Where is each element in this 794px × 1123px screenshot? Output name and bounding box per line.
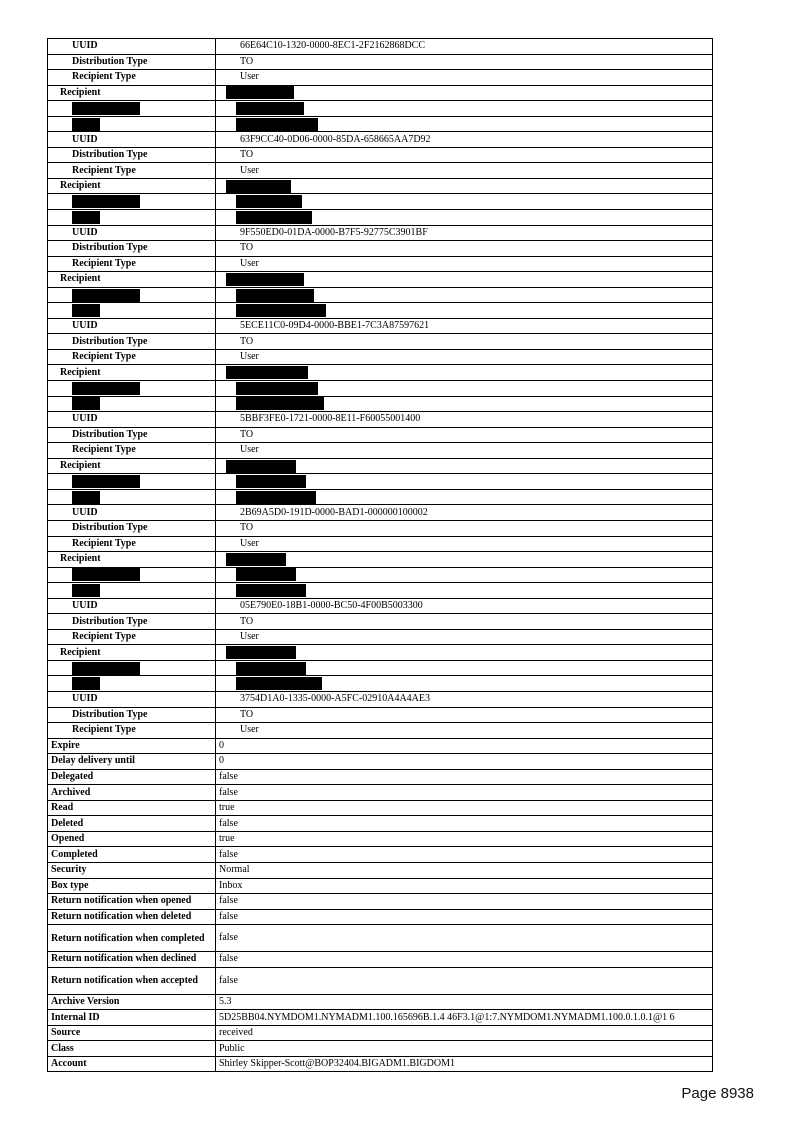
redacted-value: [216, 567, 713, 583]
property-row: [48, 831, 713, 847]
recipient-row: [48, 567, 713, 583]
field-label: Recipient Type: [48, 163, 216, 179]
property-label: Class: [48, 1041, 216, 1057]
recipient-row: [48, 520, 713, 536]
recipient-row: [48, 396, 713, 412]
recipient-row: [48, 629, 713, 645]
field-value: User: [216, 163, 713, 179]
recipient-row: [48, 381, 713, 397]
redaction-block: [236, 382, 318, 395]
redaction-block: [226, 366, 308, 379]
redacted-label: [48, 567, 216, 583]
property-row: [48, 862, 713, 878]
redaction-block: [72, 584, 100, 597]
recipient-row: [48, 272, 713, 288]
field-value: 05E790E0-18B1-0000-BC50-4F00B5003300: [216, 598, 713, 614]
property-label: Archived: [48, 785, 216, 801]
field-label: Distribution Type: [48, 520, 216, 536]
recipient-row: [48, 101, 713, 117]
redacted-value: [216, 303, 713, 319]
field-label: UUID: [48, 318, 216, 334]
recipient-row: [48, 318, 713, 334]
property-row: [48, 1010, 713, 1026]
redacted-value: [216, 194, 713, 210]
property-label: Return notification when declined: [48, 952, 216, 968]
property-value: Inbox: [216, 878, 713, 894]
redaction-block: [236, 568, 296, 581]
recipient-row: [48, 178, 713, 194]
recipient-row: [48, 194, 713, 210]
redaction-block: [236, 397, 324, 410]
recipient-value: [216, 272, 713, 288]
field-label: Recipient Type: [48, 443, 216, 459]
recipient-label: Recipient: [48, 458, 216, 474]
redacted-label: [48, 660, 216, 676]
recipient-row: [48, 614, 713, 630]
recipient-row: [48, 225, 713, 241]
redacted-value: [216, 101, 713, 117]
redaction-block: [236, 118, 318, 131]
field-value: TO: [216, 54, 713, 70]
property-value: false: [216, 816, 713, 832]
redacted-value: [216, 489, 713, 505]
recipient-row: [48, 365, 713, 381]
property-value: 0: [216, 754, 713, 770]
property-value: false: [216, 894, 713, 910]
recipient-row: [48, 458, 713, 474]
property-value: true: [216, 800, 713, 816]
field-label: Distribution Type: [48, 707, 216, 723]
property-value: 5D25BB04.NYMDOM1.NYMADM1.100.165696B.1.4 46F3.1@1:7.NYMDOM1.NYMADM1.100.0.1.0.1@1 6: [216, 1010, 713, 1026]
property-row: [48, 967, 713, 994]
redacted-value: [216, 210, 713, 226]
field-value: User: [216, 256, 713, 272]
redaction-block: [236, 491, 316, 504]
recipient-label: Recipient: [48, 178, 216, 194]
field-label: UUID: [48, 132, 216, 148]
recipient-row: [48, 85, 713, 101]
field-label: Recipient Type: [48, 723, 216, 739]
recipient-row: [48, 598, 713, 614]
field-value: User: [216, 536, 713, 552]
recipient-row: [48, 536, 713, 552]
recipient-label: Recipient: [48, 272, 216, 288]
recipient-row: [48, 54, 713, 70]
recipient-row: [48, 163, 713, 179]
redacted-label: [48, 194, 216, 210]
property-value: false: [216, 785, 713, 801]
field-value: User: [216, 629, 713, 645]
property-label: Source: [48, 1025, 216, 1041]
field-value: TO: [216, 427, 713, 443]
redacted-value: [216, 660, 713, 676]
recipient-row: [48, 334, 713, 350]
redaction-block: [236, 102, 304, 115]
field-label: Distribution Type: [48, 54, 216, 70]
recipient-label: Recipient: [48, 85, 216, 101]
recipient-row: [48, 427, 713, 443]
property-label: Deleted: [48, 816, 216, 832]
recipient-row: [48, 474, 713, 490]
property-row: [48, 754, 713, 770]
redacted-value: [216, 116, 713, 132]
property-row: [48, 738, 713, 754]
redaction-block: [72, 568, 140, 581]
property-label: Delegated: [48, 769, 216, 785]
property-value: false: [216, 847, 713, 863]
field-label: UUID: [48, 225, 216, 241]
field-label: UUID: [48, 412, 216, 428]
redaction-block: [236, 662, 306, 675]
field-value: 9F550ED0-01DA-0000-B7F5-92775C3901BF: [216, 225, 713, 241]
redacted-label: [48, 396, 216, 412]
recipient-label: Recipient: [48, 645, 216, 661]
property-value: received: [216, 1025, 713, 1041]
redacted-label: [48, 381, 216, 397]
redaction-block: [226, 553, 286, 566]
redacted-value: [216, 474, 713, 490]
field-label: Recipient Type: [48, 629, 216, 645]
field-label: Recipient Type: [48, 536, 216, 552]
recipient-row: [48, 287, 713, 303]
recipient-row: [48, 256, 713, 272]
recipient-row: [48, 676, 713, 692]
redaction-block: [72, 118, 100, 131]
redaction-block: [72, 102, 140, 115]
property-label: Internal ID: [48, 1010, 216, 1026]
field-label: Distribution Type: [48, 241, 216, 257]
field-label: UUID: [48, 598, 216, 614]
redaction-block: [72, 397, 100, 410]
field-label: Distribution Type: [48, 334, 216, 350]
property-row: [48, 785, 713, 801]
field-value: 63F9CC40-0D06-0000-85DA-658665AA7D92: [216, 132, 713, 148]
field-value: User: [216, 723, 713, 739]
property-label: Read: [48, 800, 216, 816]
recipient-row: [48, 241, 713, 257]
recipient-row: [48, 645, 713, 661]
field-label: Distribution Type: [48, 147, 216, 163]
property-value: false: [216, 967, 713, 994]
recipient-row: [48, 147, 713, 163]
field-value: TO: [216, 614, 713, 630]
property-value: Shirley Skipper-Scott@BOP32404.BIGADM1.BIGDOM1: [216, 1056, 713, 1072]
redaction-block: [72, 211, 100, 224]
redaction-block: [72, 195, 140, 208]
redaction-block: [236, 584, 306, 597]
property-label: Box type: [48, 878, 216, 894]
redaction-block: [72, 382, 140, 395]
recipient-value: [216, 645, 713, 661]
redaction-block: [72, 475, 140, 488]
property-label: Archive Version: [48, 994, 216, 1010]
redaction-block: [72, 491, 100, 504]
field-label: Distribution Type: [48, 614, 216, 630]
field-value: TO: [216, 520, 713, 536]
field-value: TO: [216, 707, 713, 723]
redacted-label: [48, 474, 216, 490]
recipient-value: [216, 552, 713, 568]
redaction-block: [236, 475, 306, 488]
redaction-block: [72, 662, 140, 675]
redaction-block: [236, 211, 312, 224]
field-label: Recipient Type: [48, 70, 216, 86]
field-label: UUID: [48, 505, 216, 521]
recipient-row: [48, 660, 713, 676]
property-row: [48, 894, 713, 910]
field-label: Distribution Type: [48, 427, 216, 443]
property-value: 0: [216, 738, 713, 754]
field-value: 5ECE11C0-09D4-0000-BBE1-7C3A87597621: [216, 318, 713, 334]
redacted-value: [216, 676, 713, 692]
property-row: [48, 1056, 713, 1072]
recipient-row: [48, 443, 713, 459]
recipient-row: [48, 583, 713, 599]
redacted-value: [216, 287, 713, 303]
property-value: true: [216, 831, 713, 847]
recipient-row: [48, 132, 713, 148]
field-value: 5BBF3FE0-1721-0000-8E11-F60055001400: [216, 412, 713, 428]
recipient-value: [216, 365, 713, 381]
property-row: [48, 952, 713, 968]
recipient-row: [48, 552, 713, 568]
field-value: 3754D1A0-1335-0000-A5FC-02910A4A4AE3: [216, 691, 713, 707]
recipient-value: [216, 458, 713, 474]
recipient-row: [48, 707, 713, 723]
field-value: 2B69A5D0-191D-0000-BAD1-000000100002: [216, 505, 713, 521]
redacted-label: [48, 287, 216, 303]
redaction-block: [72, 677, 100, 690]
property-value: Public: [216, 1041, 713, 1057]
recipient-label: Recipient: [48, 552, 216, 568]
redacted-value: [216, 396, 713, 412]
recipient-row: [48, 303, 713, 319]
property-row: [48, 800, 713, 816]
redaction-block: [236, 304, 326, 317]
recipient-row: [48, 70, 713, 86]
property-value: false: [216, 952, 713, 968]
recipient-row: [48, 349, 713, 365]
recipient-row: [48, 505, 713, 521]
field-label: UUID: [48, 39, 216, 55]
properties-table-container: [47, 38, 712, 1072]
redacted-value: [216, 583, 713, 599]
field-value: 66E64C10-1320-0000-8EC1-2F2162868DCC: [216, 39, 713, 55]
redacted-value: [216, 381, 713, 397]
property-label: Expire: [48, 738, 216, 754]
redaction-block: [72, 289, 140, 302]
property-value: false: [216, 769, 713, 785]
redacted-label: [48, 101, 216, 117]
property-value: false: [216, 925, 713, 952]
property-row: [48, 816, 713, 832]
field-label: Recipient Type: [48, 349, 216, 365]
property-label: Security: [48, 862, 216, 878]
message-properties-table: [47, 38, 713, 1072]
property-label: Account: [48, 1056, 216, 1072]
redaction-block: [226, 460, 296, 473]
property-row: [48, 878, 713, 894]
field-value: TO: [216, 147, 713, 163]
field-value: TO: [216, 334, 713, 350]
page-number: Page 8938: [681, 1085, 754, 1102]
property-label: Return notification when completed: [48, 925, 216, 952]
redaction-block: [226, 180, 291, 193]
redacted-label: [48, 489, 216, 505]
property-row: [48, 909, 713, 925]
field-label: Recipient Type: [48, 256, 216, 272]
redaction-block: [226, 646, 296, 659]
redacted-label: [48, 210, 216, 226]
recipient-row: [48, 39, 713, 55]
field-value: TO: [216, 241, 713, 257]
property-row: [48, 1041, 713, 1057]
property-value: Normal: [216, 862, 713, 878]
property-row: [48, 994, 713, 1010]
redaction-block: [226, 86, 294, 99]
property-row: [48, 1025, 713, 1041]
redaction-block: [72, 304, 100, 317]
property-label: Return notification when accepted: [48, 967, 216, 994]
redaction-block: [236, 195, 302, 208]
field-value: User: [216, 70, 713, 86]
property-label: Completed: [48, 847, 216, 863]
property-value: 5.3: [216, 994, 713, 1010]
recipient-value: [216, 85, 713, 101]
field-value: User: [216, 349, 713, 365]
property-label: Opened: [48, 831, 216, 847]
property-label: Delay delivery until: [48, 754, 216, 770]
redaction-block: [236, 289, 314, 302]
property-label: Return notification when deleted: [48, 909, 216, 925]
redaction-block: [236, 677, 322, 690]
property-row: [48, 847, 713, 863]
recipient-row: [48, 691, 713, 707]
property-label: Return notification when opened: [48, 894, 216, 910]
property-row: [48, 769, 713, 785]
redacted-label: [48, 303, 216, 319]
recipient-value: [216, 178, 713, 194]
recipient-row: [48, 210, 713, 226]
recipient-row: [48, 116, 713, 132]
recipient-row: [48, 723, 713, 739]
property-row: [48, 925, 713, 952]
redaction-block: [226, 273, 304, 286]
recipient-label: Recipient: [48, 365, 216, 381]
field-value: User: [216, 443, 713, 459]
redacted-label: [48, 583, 216, 599]
redacted-label: [48, 116, 216, 132]
property-value: false: [216, 909, 713, 925]
recipient-row: [48, 412, 713, 428]
redacted-label: [48, 676, 216, 692]
field-label: UUID: [48, 691, 216, 707]
recipient-row: [48, 489, 713, 505]
